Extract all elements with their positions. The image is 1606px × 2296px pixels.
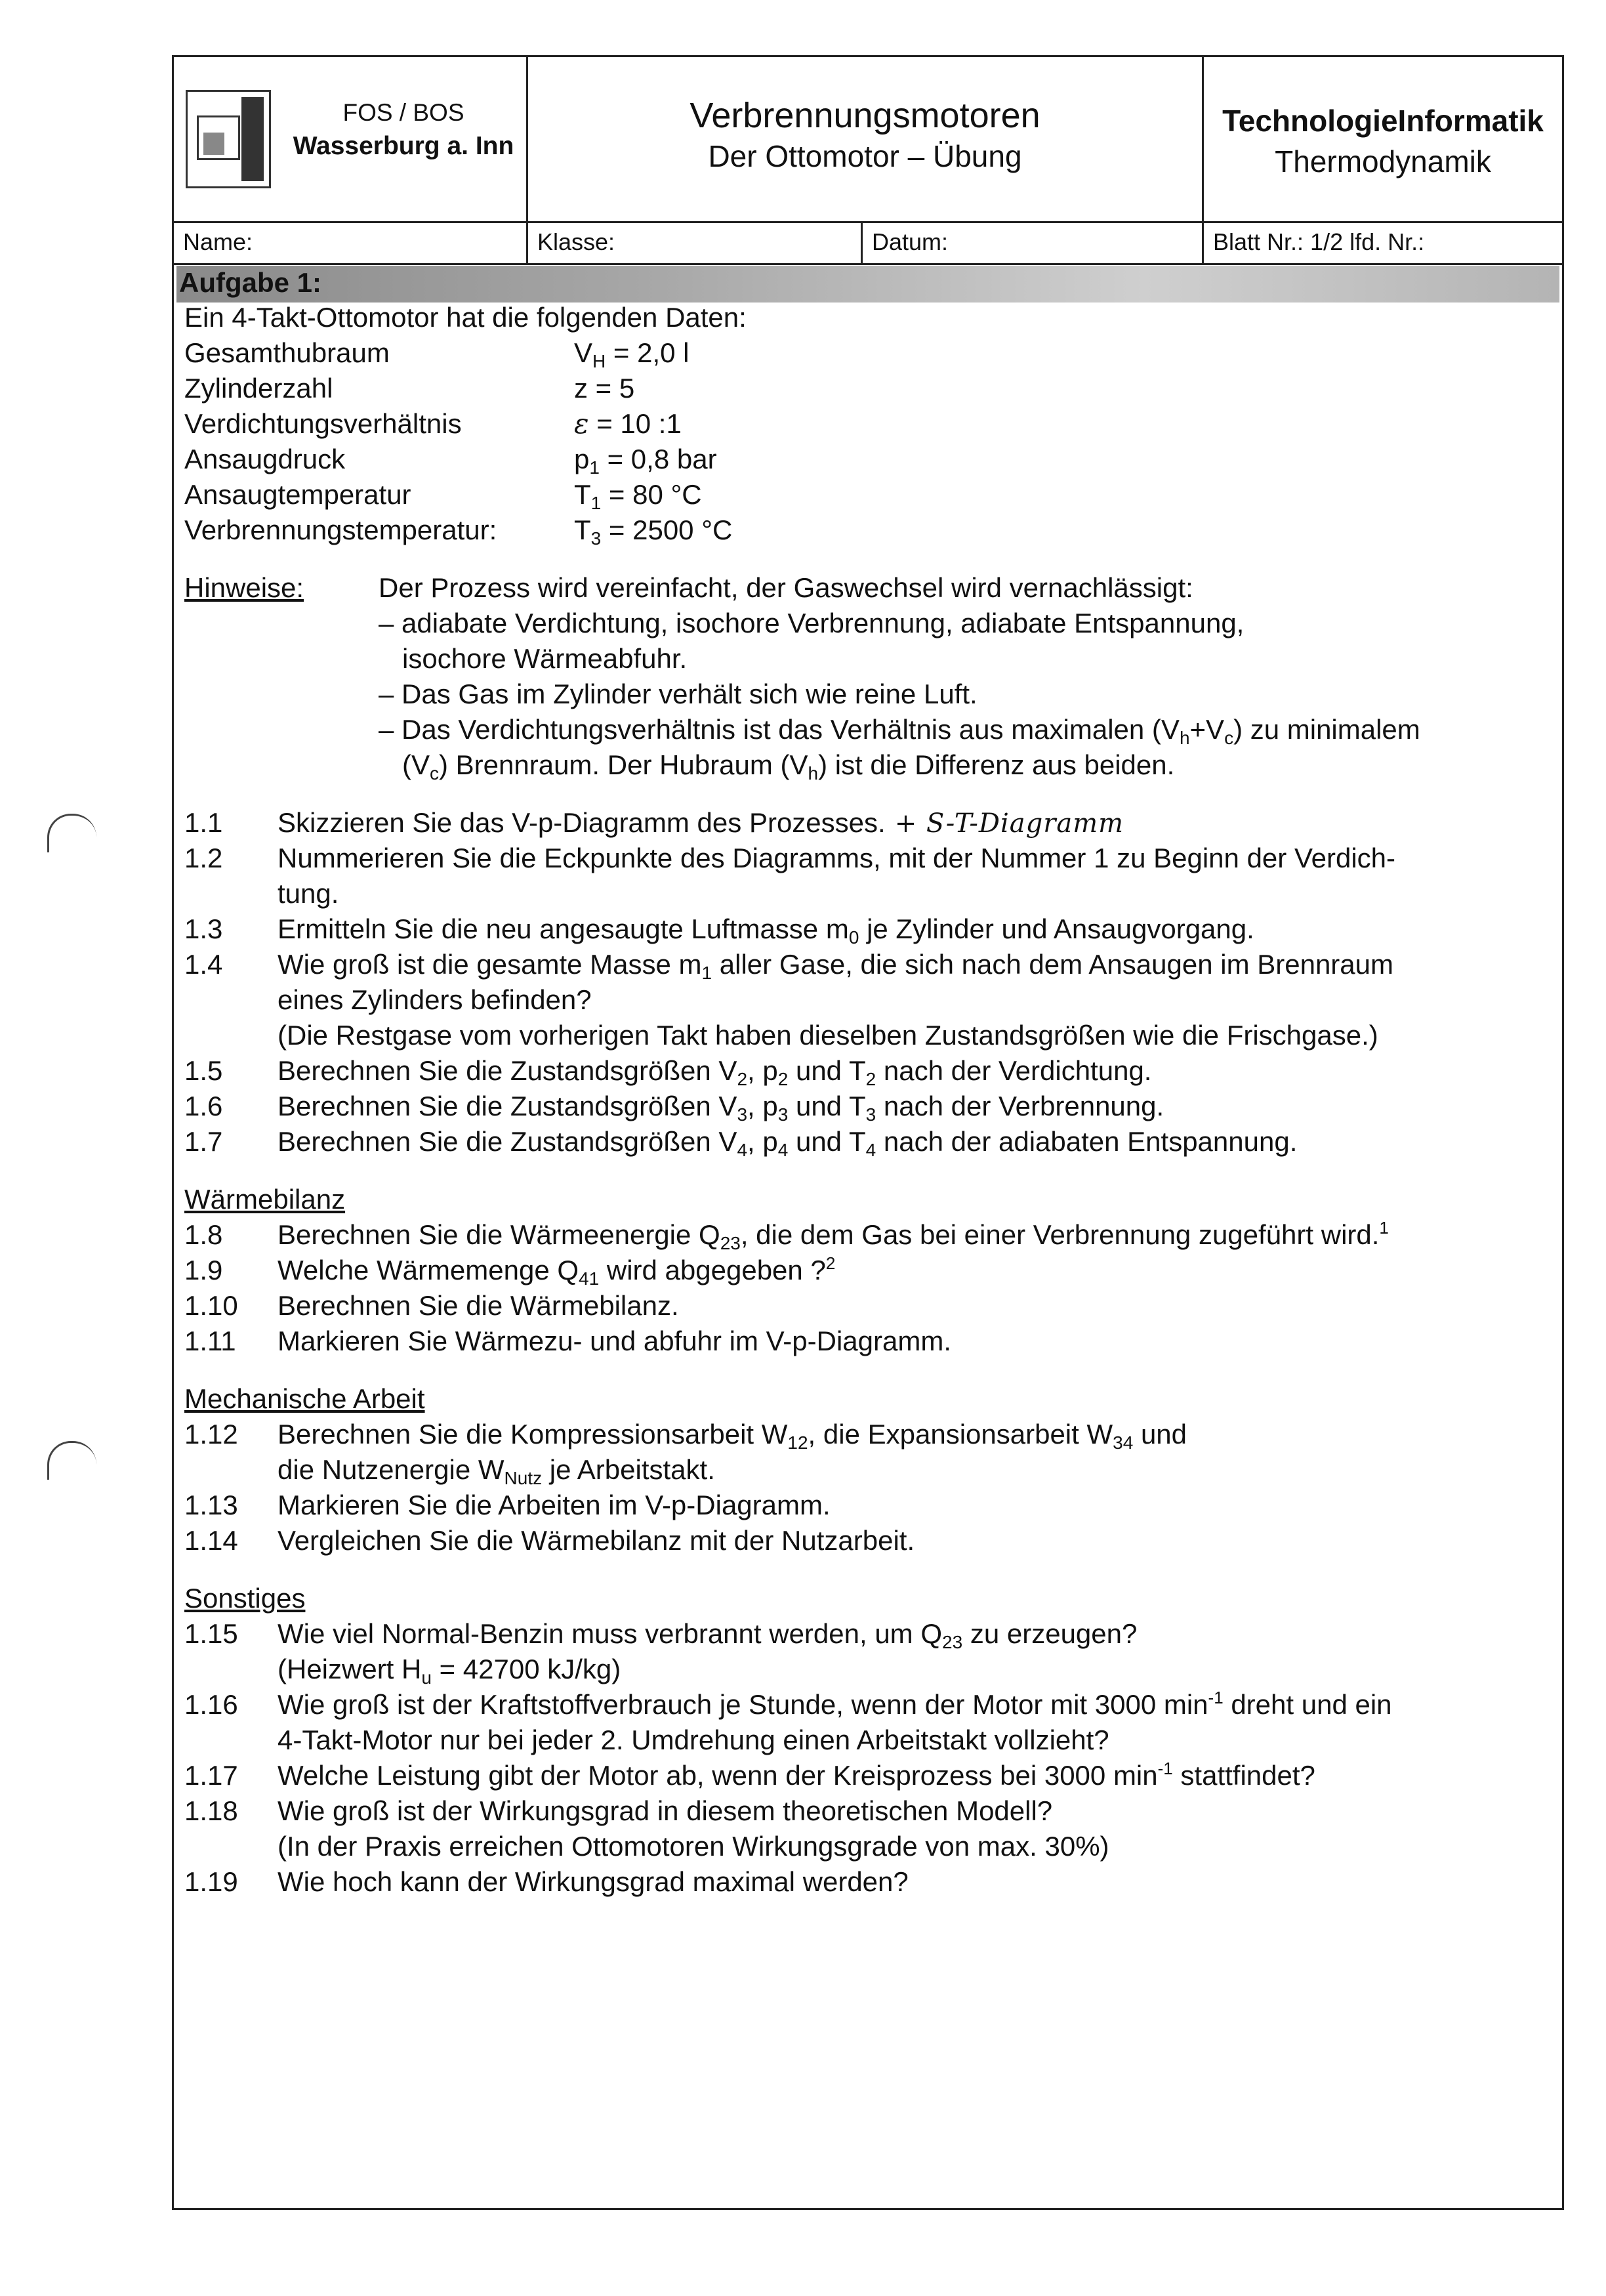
task-item: 1.3 Ermitteln Sie die neu angesaugte Luftmasse $m_0$ je Zylinder und Ansaugvorgang.: [184, 913, 1254, 948]
punch-hole-bottom: [47, 1441, 96, 1480]
school-name: Wasserburg a. Inn: [293, 132, 514, 160]
task-item: 1.8 Berechnen Sie die Wärmeenergie $Q_{23}$, die dem Gas bei einer Verbrennung zugeführt wird.$^1$: [184, 1218, 1389, 1253]
school-logo-icon: [186, 90, 271, 188]
task-item: 1.15 Wie viel Normal-Benzin muss verbrannt werden, um $Q_{23}$ zu erzeugen?: [184, 1618, 1138, 1652]
task-heading: Aufgabe 1:: [179, 267, 322, 298]
hint-line: Hinweise: Der Prozess wird vereinfacht, der Gaswechsel wird vernachlässigt:: [184, 570, 1555, 606]
task-item: 1.14 Vergleichen Sie die Wärmebilanz mit der Nutzarbeit.: [184, 1525, 915, 1556]
task-item: (In der Praxis erreichen Ottomotoren Wirkungsgrade von max. 30%): [278, 1831, 1109, 1862]
task-content: [184, 300, 1555, 1900]
subject-cell: [1204, 57, 1562, 221]
datum-field: Datum:: [863, 221, 1204, 263]
task-item: 1.17 Welche Leistung gibt der Motor ab, wenn der Kreisprozess bei 3000 $\min^{-1}$ stattfindet?: [184, 1759, 1315, 1791]
task-item: (Heizwert $H_u = 42700$ kJ/kg): [278, 1654, 621, 1688]
task-item: 1.18 Wie groß ist der Wirkungsgrad in diesem theoretischen Modell?: [184, 1795, 1053, 1826]
task-item: 1.2 Nummerieren Sie die Eckpunkte des Diagramms, mit der Nummer 1 zu Beginn der Verdich-: [184, 843, 1396, 873]
task-item: 1.19 Wie hoch kann der Wirkungsgrad maximal werden?: [184, 1866, 909, 1897]
given-row: Verbrennungstemperatur: $T_3 = 2500$ °C: [184, 514, 733, 549]
klasse-field: Klasse:: [528, 221, 863, 263]
task-item: 1.10 Berechnen Sie die Wärmebilanz.: [184, 1290, 679, 1321]
section-heading: Sonstiges: [184, 1583, 306, 1614]
task-item: 1.16 Wie groß ist der Kraftstoffverbrauch je Stunde, wenn der Motor mit 3000 $\min^{-1}$ dreht und ein: [184, 1688, 1392, 1720]
intro-line: Ein 4-Takt-Ottomotor hat die folgenden Daten:: [184, 302, 747, 333]
task-item: 4-Takt-Motor nur bei jeder 2. Umdrehung einen Arbeitstakt vollzieht?: [278, 1724, 1109, 1755]
task-item: 1.7 Berechnen Sie die Zustandsgrößen $V_4$, $p_4$ und $T_4$ nach der adiabaten Entspannung.: [184, 1126, 1298, 1160]
task-item: eines Zylinders befinden?: [278, 984, 592, 1015]
task-item: tung.: [278, 878, 339, 909]
task-item: 1.4 Wie groß ist die gesamte Masse $m_1$ aller Gase, die sich nach dem Ansaugen im Brennraum: [184, 949, 1393, 983]
task-item: 1.5 Berechnen Sie die Zustandsgrößen $V_2$, $p_2$ und $T_2$ nach der Verdichtung.: [184, 1055, 1152, 1089]
task-item: 1.12 Berechnen Sie die Kompressionsarbeit $W_{12}$, die Expansionsarbeit $W_{34}$ und: [184, 1419, 1187, 1453]
given-row: Zylinderzahl z = 5: [184, 373, 635, 404]
info-row: [174, 221, 1562, 265]
subject: TechnologieInformatik: [1222, 104, 1544, 138]
punch-hole-top: [47, 814, 96, 852]
page-title: Verbrennungsmotoren: [690, 96, 1040, 135]
title-cell: [528, 57, 1204, 221]
hint-line: – Das Gas im Zylinder verhält sich wie reine Luft.: [379, 678, 978, 709]
header: [174, 57, 1562, 223]
task-heading-bar: [176, 266, 1559, 303]
section-heading: Mechanische Arbeit: [184, 1383, 425, 1414]
name-field: Name:: [174, 221, 528, 263]
hint-line: – adiabate Verdichtung, isochore Verbrennung, adiabate Entspannung,: [379, 608, 1245, 638]
given-row: Ansaugdruck $p_1 = 0,8$ bar: [184, 444, 717, 478]
given-row: Ansaugtemperatur $T_1 = 80$ °C: [184, 479, 702, 513]
task-item: 1.1 Skizzieren Sie das V-p-Diagramm des Prozesses. + S-T-Diagramm: [184, 807, 1124, 839]
hint-line: isochore Wärmeabfuhr.: [402, 643, 688, 674]
section-heading: Wärmebilanz: [184, 1184, 346, 1215]
task-item: 1.9 Welche Wärmemenge $Q_{41}$ wird abgegeben ?$^2$: [184, 1253, 836, 1289]
given-row: Gesamthubraum $V_H = 2,0$ l: [184, 337, 690, 371]
hints-label: Hinweise:: [184, 572, 304, 603]
hint-line: $(V_c)$ Brennraum. Der Hubraum $(V_h)$ ist die Differenz aus beiden.: [402, 749, 1175, 783]
school-cell: [174, 57, 528, 221]
handwritten-note: + S-T-Diagramm: [894, 808, 1124, 839]
page-subtitle: Der Ottomotor – Übung: [708, 139, 1022, 173]
worksheet: [172, 55, 1564, 2210]
hint-line: – Das Verdichtungsverhältnis ist das Verhältnis aus maximalen $(V_h+V_c)$ zu minimalem: [379, 714, 1420, 748]
task-item: 1.6 Berechnen Sie die Zustandsgrößen $V_3$, $p_3$ und $T_3$ nach der Verbrennung.: [184, 1091, 1164, 1125]
school-type: FOS / BOS: [342, 99, 464, 126]
task-item: (Die Restgase vom vorherigen Takt haben dieselben Zustandsgrößen wie die Frischgase.): [278, 1020, 1378, 1051]
task-item: die Nutzenergie $W_{Nutz}$ je Arbeitstakt.: [278, 1454, 715, 1488]
blatt-field: Blatt Nr.: 1/2 lfd. Nr.:: [1213, 228, 1425, 255]
task-item: 1.11 Markieren Sie Wärmezu- und abfuhr im V-p-Diagramm.: [184, 1325, 951, 1356]
task-item: 1.13 Markieren Sie die Arbeiten im V-p-Diagramm.: [184, 1490, 831, 1520]
given-row: Verdichtungsverhältnis ε = 10 :1: [184, 407, 682, 440]
topic: Thermodynamik: [1275, 144, 1491, 178]
